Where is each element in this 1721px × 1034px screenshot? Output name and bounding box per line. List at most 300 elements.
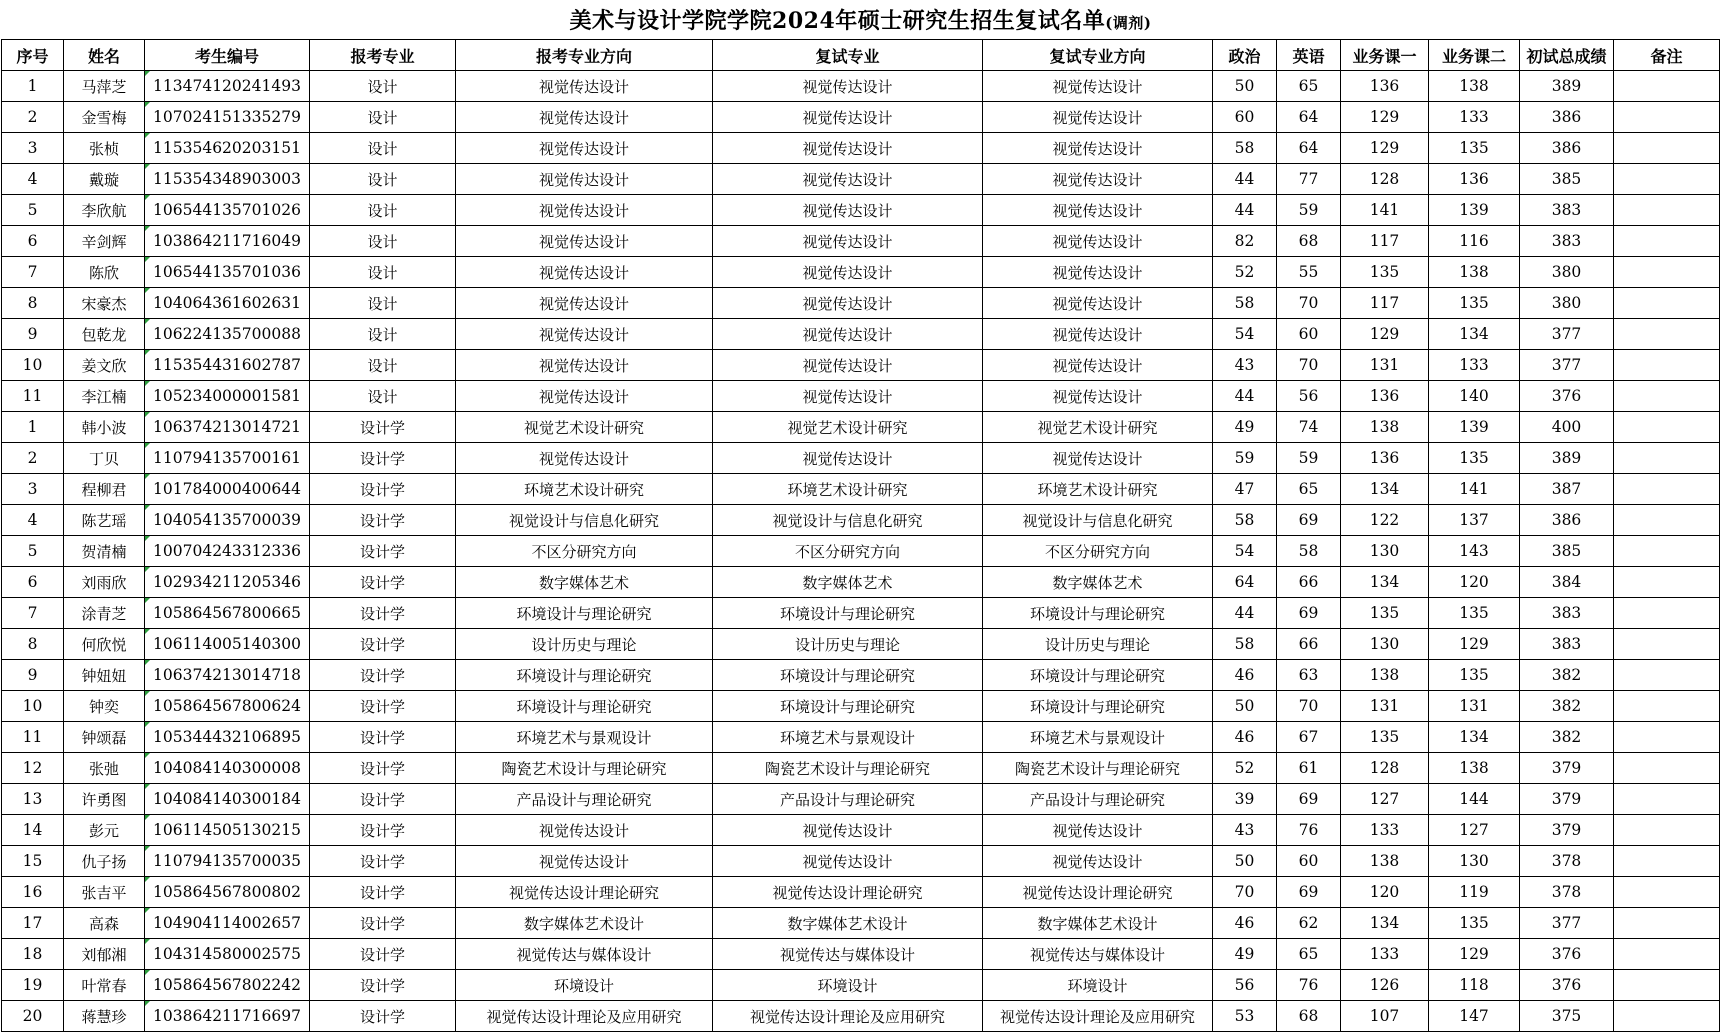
cell-name: 张吉平 (64, 877, 145, 908)
cell-major: 设计 (310, 195, 456, 226)
cell-exam-id: 106114005140300 (145, 629, 310, 660)
cell-politics: 44 (1213, 598, 1277, 629)
cell-major: 设计学 (310, 877, 456, 908)
cell-major: 设计学 (310, 1001, 456, 1032)
cell-major-direction: 环境设计与理论研究 (456, 691, 713, 722)
cell-english: 67 (1277, 722, 1341, 753)
table-row (2, 288, 1720, 319)
cell-total: 376 (1520, 381, 1614, 412)
cell-total: 386 (1520, 133, 1614, 164)
cell-retest-major: 视觉传达设计 (713, 226, 983, 257)
cell-seq: 7 (2, 257, 64, 288)
cell-remarks (1614, 877, 1720, 908)
cell-remarks (1614, 722, 1720, 753)
cell-english: 56 (1277, 381, 1341, 412)
cell-course-1: 122 (1341, 505, 1429, 536)
cell-remarks (1614, 970, 1720, 1001)
cell-total: 377 (1520, 908, 1614, 939)
cell-retest-direction: 数字媒体艺术 (983, 567, 1213, 598)
cell-course-2: 137 (1429, 505, 1520, 536)
cell-retest-major: 环境艺术设计研究 (713, 474, 983, 505)
cell-major: 设计 (310, 381, 456, 412)
cell-seq: 1 (2, 71, 64, 102)
table-body (2, 71, 1720, 1032)
cell-politics: 39 (1213, 784, 1277, 815)
cell-remarks (1614, 350, 1720, 381)
cell-retest-major: 视觉传达与媒体设计 (713, 939, 983, 970)
cell-retest-direction: 视觉传达设计理论及应用研究 (983, 1001, 1213, 1032)
cell-total: 386 (1520, 505, 1614, 536)
cell-english: 68 (1277, 1001, 1341, 1032)
cell-course-2: 130 (1429, 846, 1520, 877)
cell-retest-major: 视觉传达设计 (713, 381, 983, 412)
cell-major-direction: 视觉传达设计 (456, 226, 713, 257)
cell-major: 设计学 (310, 815, 456, 846)
cell-course-1: 129 (1341, 319, 1429, 350)
cell-name: 刘郁湘 (64, 939, 145, 970)
cell-remarks (1614, 815, 1720, 846)
cell-exam-id: 104084140300184 (145, 784, 310, 815)
cell-course-2: 135 (1429, 133, 1520, 164)
cell-retest-major: 环境设计 (713, 970, 983, 1001)
cell-seq: 8 (2, 629, 64, 660)
cell-total: 389 (1520, 443, 1614, 474)
cell-name: 韩小波 (64, 412, 145, 443)
cell-retest-direction: 视觉传达设计 (983, 257, 1213, 288)
cell-major: 设计学 (310, 536, 456, 567)
cell-english: 70 (1277, 288, 1341, 319)
cell-retest-major: 视觉传达设计理论研究 (713, 877, 983, 908)
header-col-retest-direction: 复试专业方向 (983, 40, 1213, 71)
cell-total: 378 (1520, 846, 1614, 877)
cell-retest-direction: 视觉传达设计 (983, 195, 1213, 226)
header-col-seq: 序号 (2, 40, 64, 71)
cell-total: 376 (1520, 970, 1614, 1001)
cell-major-direction: 视觉传达设计 (456, 133, 713, 164)
cell-course-2: 135 (1429, 598, 1520, 629)
cell-course-1: 117 (1341, 226, 1429, 257)
cell-remarks (1614, 474, 1720, 505)
cell-course-2: 141 (1429, 474, 1520, 505)
cell-name: 刘雨欣 (64, 567, 145, 598)
cell-course-1: 138 (1341, 660, 1429, 691)
cell-total: 375 (1520, 1001, 1614, 1032)
cell-course-2: 143 (1429, 536, 1520, 567)
cell-course-2: 127 (1429, 815, 1520, 846)
cell-politics: 43 (1213, 815, 1277, 846)
table-row (2, 102, 1720, 133)
cell-course-1: 141 (1341, 195, 1429, 226)
cell-course-1: 135 (1341, 722, 1429, 753)
cell-english: 70 (1277, 691, 1341, 722)
cell-politics: 46 (1213, 908, 1277, 939)
header-col-remarks: 备注 (1614, 40, 1720, 71)
cell-course-2: 120 (1429, 567, 1520, 598)
table-row (2, 877, 1720, 908)
header-row (2, 40, 1720, 71)
cell-remarks (1614, 288, 1720, 319)
cell-name: 仇子扬 (64, 846, 145, 877)
cell-major-direction: 视觉传达设计 (456, 102, 713, 133)
cell-seq: 10 (2, 350, 64, 381)
cell-major-direction: 视觉传达设计 (456, 815, 713, 846)
cell-exam-id: 100704243312336 (145, 536, 310, 567)
cell-major: 设计学 (310, 412, 456, 443)
cell-politics: 60 (1213, 102, 1277, 133)
cell-retest-major: 陶瓷艺术设计与理论研究 (713, 753, 983, 784)
cell-retest-direction: 视觉传达设计 (983, 102, 1213, 133)
cell-course-2: 135 (1429, 908, 1520, 939)
cell-name: 程柳君 (64, 474, 145, 505)
cell-exam-id: 105864567800624 (145, 691, 310, 722)
cell-english: 69 (1277, 784, 1341, 815)
cell-name: 包乾龙 (64, 319, 145, 350)
cell-politics: 52 (1213, 257, 1277, 288)
cell-major: 设计学 (310, 753, 456, 784)
cell-major: 设计学 (310, 939, 456, 970)
cell-retest-direction: 环境设计 (983, 970, 1213, 1001)
cell-course-1: 129 (1341, 102, 1429, 133)
cell-english: 65 (1277, 71, 1341, 102)
cell-name: 彭元 (64, 815, 145, 846)
cell-major: 设计 (310, 164, 456, 195)
cell-english: 76 (1277, 815, 1341, 846)
cell-retest-direction: 数字媒体艺术设计 (983, 908, 1213, 939)
cell-course-2: 144 (1429, 784, 1520, 815)
cell-major: 设计 (310, 288, 456, 319)
cell-exam-id: 106224135700088 (145, 319, 310, 350)
cell-remarks (1614, 691, 1720, 722)
cell-politics: 44 (1213, 164, 1277, 195)
cell-english: 77 (1277, 164, 1341, 195)
cell-seq: 2 (2, 102, 64, 133)
cell-course-2: 133 (1429, 102, 1520, 133)
cell-major: 设计 (310, 350, 456, 381)
cell-course-2: 138 (1429, 753, 1520, 784)
cell-remarks (1614, 164, 1720, 195)
cell-seq: 5 (2, 195, 64, 226)
cell-course-1: 131 (1341, 691, 1429, 722)
cell-total: 382 (1520, 660, 1614, 691)
cell-retest-direction: 视觉传达设计 (983, 164, 1213, 195)
cell-seq: 10 (2, 691, 64, 722)
cell-major-direction: 视觉设计与信息化研究 (456, 505, 713, 536)
cell-retest-direction: 环境艺术与景观设计 (983, 722, 1213, 753)
cell-remarks (1614, 195, 1720, 226)
cell-retest-direction: 环境艺术设计研究 (983, 474, 1213, 505)
cell-major-direction: 视觉艺术设计研究 (456, 412, 713, 443)
cell-exam-id: 104904114002657 (145, 908, 310, 939)
cell-major-direction: 视觉传达设计 (456, 443, 713, 474)
cell-retest-major: 视觉传达设计 (713, 71, 983, 102)
cell-exam-id: 104084140300008 (145, 753, 310, 784)
cell-course-1: 136 (1341, 381, 1429, 412)
cell-name: 许勇图 (64, 784, 145, 815)
cell-course-2: 134 (1429, 319, 1520, 350)
cell-retest-direction: 视觉传达设计 (983, 846, 1213, 877)
cell-major-direction: 数字媒体艺术 (456, 567, 713, 598)
header-col-english: 英语 (1277, 40, 1341, 71)
cell-seq: 8 (2, 288, 64, 319)
cell-politics: 52 (1213, 753, 1277, 784)
cell-course-1: 136 (1341, 443, 1429, 474)
cell-retest-direction: 视觉传达与媒体设计 (983, 939, 1213, 970)
cell-seq: 7 (2, 598, 64, 629)
cell-seq: 2 (2, 443, 64, 474)
table-row (2, 226, 1720, 257)
header-col-politics: 政治 (1213, 40, 1277, 71)
header-col-exam-id: 考生编号 (145, 40, 310, 71)
cell-major-direction: 数字媒体艺术设计 (456, 908, 713, 939)
cell-course-2: 140 (1429, 381, 1520, 412)
header-col-name: 姓名 (64, 40, 145, 71)
cell-seq: 11 (2, 722, 64, 753)
cell-name: 钟颂磊 (64, 722, 145, 753)
cell-major: 设计学 (310, 908, 456, 939)
cell-english: 59 (1277, 195, 1341, 226)
cell-retest-direction: 视觉传达设计 (983, 443, 1213, 474)
table-row (2, 970, 1720, 1001)
cell-major: 设计学 (310, 474, 456, 505)
cell-major: 设计学 (310, 567, 456, 598)
cell-politics: 70 (1213, 877, 1277, 908)
cell-name: 张弛 (64, 753, 145, 784)
cell-politics: 49 (1213, 412, 1277, 443)
cell-major-direction: 视觉传达设计 (456, 846, 713, 877)
cell-english: 62 (1277, 908, 1341, 939)
table-row (2, 753, 1720, 784)
cell-retest-direction: 陶瓷艺术设计与理论研究 (983, 753, 1213, 784)
cell-total: 379 (1520, 753, 1614, 784)
cell-course-1: 135 (1341, 257, 1429, 288)
cell-politics: 58 (1213, 133, 1277, 164)
cell-total: 379 (1520, 815, 1614, 846)
cell-major: 设计 (310, 226, 456, 257)
cell-retest-direction: 视觉传达设计 (983, 71, 1213, 102)
cell-name: 丁贝 (64, 443, 145, 474)
cell-course-1: 130 (1341, 536, 1429, 567)
cell-major: 设计学 (310, 970, 456, 1001)
cell-remarks (1614, 1001, 1720, 1032)
cell-course-2: 135 (1429, 288, 1520, 319)
cell-major-direction: 产品设计与理论研究 (456, 784, 713, 815)
cell-seq: 11 (2, 381, 64, 412)
cell-major-direction: 不区分研究方向 (456, 536, 713, 567)
cell-english: 76 (1277, 970, 1341, 1001)
cell-total: 383 (1520, 226, 1614, 257)
cell-retest-direction: 视觉艺术设计研究 (983, 412, 1213, 443)
cell-english: 70 (1277, 350, 1341, 381)
cell-politics: 50 (1213, 846, 1277, 877)
cell-seq: 14 (2, 815, 64, 846)
cell-total: 386 (1520, 102, 1614, 133)
cell-politics: 58 (1213, 505, 1277, 536)
title-suffix: (调剂) (1105, 14, 1152, 32)
cell-remarks (1614, 102, 1720, 133)
cell-english: 60 (1277, 319, 1341, 350)
cell-english: 64 (1277, 133, 1341, 164)
cell-remarks (1614, 939, 1720, 970)
cell-seq: 12 (2, 753, 64, 784)
cell-exam-id: 104054135700039 (145, 505, 310, 536)
cell-remarks (1614, 381, 1720, 412)
cell-major: 设计学 (310, 598, 456, 629)
cell-major: 设计学 (310, 505, 456, 536)
cell-course-2: 131 (1429, 691, 1520, 722)
cell-major-direction: 视觉传达设计 (456, 288, 713, 319)
cell-course-1: 131 (1341, 350, 1429, 381)
cell-course-1: 107 (1341, 1001, 1429, 1032)
table-row (2, 660, 1720, 691)
cell-exam-id: 104064361602631 (145, 288, 310, 319)
cell-retest-direction: 视觉传达设计 (983, 381, 1213, 412)
cell-retest-direction: 设计历史与理论 (983, 629, 1213, 660)
cell-major-direction: 视觉传达设计 (456, 71, 713, 102)
cell-exam-id: 105864567800665 (145, 598, 310, 629)
cell-remarks (1614, 567, 1720, 598)
cell-course-1: 133 (1341, 939, 1429, 970)
table-row (2, 691, 1720, 722)
candidate-table (1, 39, 1720, 1032)
cell-remarks (1614, 846, 1720, 877)
cell-exam-id: 105344432106895 (145, 722, 310, 753)
table-row (2, 1001, 1720, 1032)
page-title (0, 6, 1721, 38)
table-row (2, 784, 1720, 815)
cell-major-direction: 视觉传达设计 (456, 350, 713, 381)
cell-exam-id: 115354348903003 (145, 164, 310, 195)
cell-seq: 20 (2, 1001, 64, 1032)
table-row (2, 474, 1720, 505)
cell-name: 钟妞妞 (64, 660, 145, 691)
header-col-course-1: 业务课一 (1341, 40, 1429, 71)
cell-retest-direction: 视觉传达设计 (983, 350, 1213, 381)
cell-seq: 1 (2, 412, 64, 443)
cell-major: 设计学 (310, 660, 456, 691)
cell-name: 陈艺瑶 (64, 505, 145, 536)
cell-english: 69 (1277, 598, 1341, 629)
cell-course-1: 128 (1341, 164, 1429, 195)
cell-exam-id: 104314580002575 (145, 939, 310, 970)
cell-total: 385 (1520, 536, 1614, 567)
cell-total: 378 (1520, 877, 1614, 908)
table-row (2, 381, 1720, 412)
cell-exam-id: 115354620203151 (145, 133, 310, 164)
cell-name: 宋豪杰 (64, 288, 145, 319)
cell-politics: 50 (1213, 691, 1277, 722)
cell-retest-direction: 产品设计与理论研究 (983, 784, 1213, 815)
cell-name: 张桢 (64, 133, 145, 164)
cell-name: 贺清楠 (64, 536, 145, 567)
cell-course-2: 138 (1429, 71, 1520, 102)
cell-name: 涂青芝 (64, 598, 145, 629)
cell-remarks (1614, 412, 1720, 443)
cell-seq: 3 (2, 133, 64, 164)
table-row (2, 505, 1720, 536)
cell-major: 设计学 (310, 784, 456, 815)
cell-name: 李江楠 (64, 381, 145, 412)
cell-english: 55 (1277, 257, 1341, 288)
cell-retest-direction: 视觉传达设计理论研究 (983, 877, 1213, 908)
cell-exam-id: 106114505130215 (145, 815, 310, 846)
cell-course-2: 138 (1429, 257, 1520, 288)
cell-retest-direction: 环境设计与理论研究 (983, 660, 1213, 691)
cell-major-direction: 视觉传达设计 (456, 257, 713, 288)
cell-seq: 6 (2, 226, 64, 257)
cell-major-direction: 视觉传达设计理论研究 (456, 877, 713, 908)
cell-politics: 59 (1213, 443, 1277, 474)
cell-major: 设计学 (310, 629, 456, 660)
cell-politics: 53 (1213, 1001, 1277, 1032)
cell-politics: 44 (1213, 381, 1277, 412)
cell-remarks (1614, 319, 1720, 350)
cell-total: 400 (1520, 412, 1614, 443)
cell-remarks (1614, 443, 1720, 474)
cell-major-direction: 视觉传达与媒体设计 (456, 939, 713, 970)
cell-major-direction: 视觉传达设计 (456, 195, 713, 226)
cell-name: 叶常春 (64, 970, 145, 1001)
cell-course-1: 128 (1341, 753, 1429, 784)
cell-remarks (1614, 908, 1720, 939)
table-row (2, 350, 1720, 381)
cell-seq: 16 (2, 877, 64, 908)
cell-course-1: 120 (1341, 877, 1429, 908)
table-row (2, 722, 1720, 753)
table-row (2, 536, 1720, 567)
cell-exam-id: 103864211716697 (145, 1001, 310, 1032)
cell-exam-id: 103864211716049 (145, 226, 310, 257)
cell-remarks (1614, 784, 1720, 815)
cell-course-2: 135 (1429, 443, 1520, 474)
table-row (2, 815, 1720, 846)
cell-total: 383 (1520, 629, 1614, 660)
cell-major: 设计 (310, 257, 456, 288)
cell-seq: 18 (2, 939, 64, 970)
cell-major-direction: 视觉传达设计理论及应用研究 (456, 1001, 713, 1032)
cell-exam-id: 105864567802242 (145, 970, 310, 1001)
header-col-major-direction: 报考专业方向 (456, 40, 713, 71)
cell-retest-major: 视觉传达设计 (713, 164, 983, 195)
cell-course-1: 134 (1341, 908, 1429, 939)
cell-exam-id: 101784000400644 (145, 474, 310, 505)
cell-retest-major: 数字媒体艺术设计 (713, 908, 983, 939)
cell-retest-major: 视觉传达设计 (713, 102, 983, 133)
cell-english: 69 (1277, 505, 1341, 536)
cell-remarks (1614, 133, 1720, 164)
cell-major: 设计学 (310, 443, 456, 474)
table-row (2, 939, 1720, 970)
cell-seq: 19 (2, 970, 64, 1001)
cell-retest-major: 环境艺术与景观设计 (713, 722, 983, 753)
cell-major: 设计 (310, 102, 456, 133)
cell-course-2: 129 (1429, 629, 1520, 660)
cell-politics: 44 (1213, 195, 1277, 226)
table-row (2, 133, 1720, 164)
table-row (2, 629, 1720, 660)
table-row (2, 257, 1720, 288)
cell-exam-id: 107024151335279 (145, 102, 310, 133)
cell-politics: 49 (1213, 939, 1277, 970)
table-row (2, 71, 1720, 102)
cell-english: 61 (1277, 753, 1341, 784)
cell-politics: 56 (1213, 970, 1277, 1001)
table-row (2, 164, 1720, 195)
cell-politics: 58 (1213, 629, 1277, 660)
cell-remarks (1614, 598, 1720, 629)
cell-exam-id: 106544135701036 (145, 257, 310, 288)
cell-retest-direction: 视觉传达设计 (983, 288, 1213, 319)
cell-retest-major: 环境设计与理论研究 (713, 660, 983, 691)
